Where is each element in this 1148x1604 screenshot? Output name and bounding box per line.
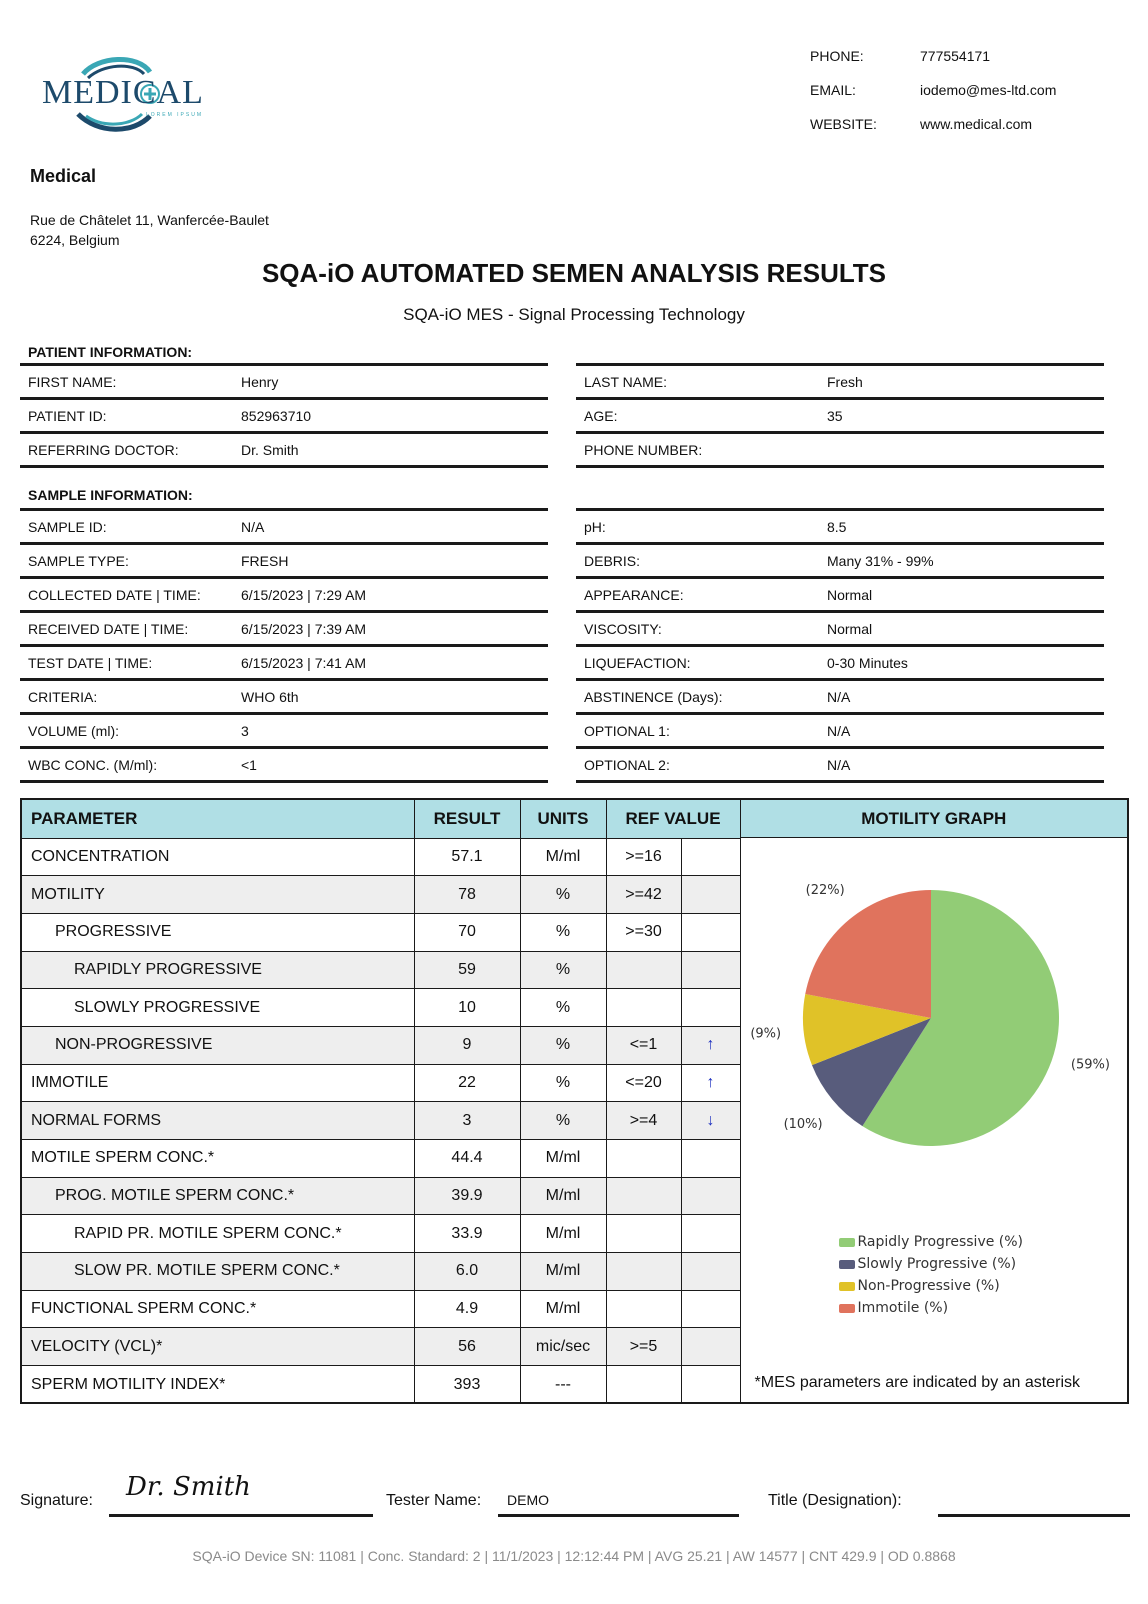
results-header-row [22,800,740,838]
result-cell: 59 [414,951,520,989]
table-row [22,1140,740,1178]
info-value: 6/15/2023 | 7:39 AM [241,620,367,637]
column-header-result: RESULT [414,800,520,838]
info-label: DEBRIS: [584,552,641,569]
contact-label: EMAIL: [810,82,856,98]
ref-cell [606,1177,681,1215]
units-cell: % [520,913,606,951]
result-cell: 57.1 [414,838,520,876]
tester-name-label: Tester Name: [386,1492,482,1509]
parameter-cell: SLOWLY PROGRESSIVE [22,989,414,1027]
units-cell: M/ml [520,1177,606,1215]
patient-info-right [576,363,1104,468]
table-row [22,951,740,989]
info-value: 6/15/2023 | 7:29 AM [241,586,367,603]
legend-label: Slowly Progressive (%) [857,1256,1017,1272]
flag-cell [681,838,740,876]
pie-data-label: (59%) [1070,1057,1110,1073]
parameter-cell: NON-PROGRESSIVE [22,1026,414,1064]
legend-swatch-green [839,1238,855,1247]
ref-cell [606,1140,681,1178]
info-row [20,431,548,465]
units-cell: M/ml [520,1215,606,1253]
info-value: Many 31% - 99% [827,552,934,569]
signature-row [20,1472,1132,1518]
title-designation-line[interactable] [938,1514,1130,1517]
units-cell: M/ml [520,1140,606,1178]
divider [20,465,548,468]
info-row [576,678,1104,712]
parameter-cell: RAPID PR. MOTILE SPERM CONC.* [22,1215,414,1253]
parameter-cell: SPERM MOTILITY INDEX* [22,1366,414,1404]
info-label: REFERRING DOCTOR: [28,441,179,458]
result-cell: 44.4 [414,1140,520,1178]
result-cell: 4.9 [414,1290,520,1328]
table-row [22,989,740,1027]
ref-cell: >=4 [606,1102,681,1140]
table-row [22,1064,740,1102]
info-value: WHO 6th [241,688,299,705]
motility-graph-panel [741,800,1127,1402]
column-header-parameter: PARAMETER [22,800,414,838]
patient-info-heading: PATIENT INFORMATION: [28,344,193,360]
flag-cell [681,989,740,1027]
info-label: VISCOSITY: [584,620,662,637]
info-value: N/A [827,756,851,773]
info-value: 0-30 Minutes [827,654,908,671]
arrow-down-icon: ↓ [681,1102,740,1140]
info-value: N/A [827,688,851,705]
info-row [20,576,548,610]
info-row [576,644,1104,678]
info-row [576,542,1104,576]
info-row [576,746,1104,780]
organization-name: Medical [30,166,97,186]
units-cell: --- [520,1366,606,1404]
contact-value: 777554171 [920,48,991,64]
info-value: 852963710 [241,407,312,424]
divider [576,465,1104,468]
ref-cell: <=20 [606,1064,681,1102]
ref-cell [606,1215,681,1253]
info-row [20,712,548,746]
table-row [22,1328,740,1366]
units-cell: % [520,951,606,989]
table-row [22,1177,740,1215]
info-row [576,712,1104,746]
chart-legend [839,1231,1024,1319]
parameter-cell: NORMAL FORMS [22,1102,414,1140]
pie-data-label: (10%) [783,1116,823,1132]
info-label: OPTIONAL 2: [584,756,670,773]
info-row [20,610,548,644]
result-cell: 3 [414,1102,520,1140]
units-cell: % [520,1026,606,1064]
logo-tagline: LOREM IPSUM [146,112,204,118]
info-row [20,746,548,780]
info-value: N/A [827,722,851,739]
units-cell: mic/sec [520,1328,606,1366]
flag-cell [681,1253,740,1291]
contact-value[interactable]: www.medical.com [920,116,1033,132]
info-value: FRESH [241,552,289,569]
units-cell: % [520,876,606,914]
contact-email [810,82,1130,116]
sample-info-left [20,508,548,783]
units-cell: M/ml [520,1290,606,1328]
motility-graph [741,838,1127,1402]
info-value: <1 [241,756,257,773]
ref-cell: >=16 [606,838,681,876]
result-cell: 10 [414,989,520,1027]
patient-info-left [20,363,548,468]
info-value: 35 [827,407,843,424]
table-row [22,1026,740,1064]
legend-swatch-yellow [839,1282,855,1291]
flag-cell [681,951,740,989]
info-row [20,363,548,397]
info-label: PHONE NUMBER: [584,441,703,458]
signature-line[interactable] [109,1514,373,1517]
info-label: APPEARANCE: [584,586,684,603]
address-line-1: Rue de Châtelet 11, Wanfercée-Baulet [30,212,269,228]
parameter-cell: SLOW PR. MOTILE SPERM CONC.* [22,1253,414,1291]
info-row [20,397,548,431]
table-row [22,913,740,951]
legend-label: Non-Progressive (%) [857,1278,1000,1294]
info-value: Normal [827,620,873,637]
arrow-up-icon: ↑ [681,1026,740,1064]
info-value: 8.5 [827,518,847,535]
flag-cell [681,1328,740,1366]
flag-cell [681,913,740,951]
table-row [22,1290,740,1328]
table-row [22,838,740,876]
info-label: WBC CONC. (M/ml): [28,756,158,773]
logo-wordmark: MEDICAL [42,74,204,111]
mes-footnote: *MES parameters are indicated by an asterisk [754,1374,1080,1391]
ref-cell [606,1253,681,1291]
arrow-up-icon: ↑ [681,1064,740,1102]
contact-website [810,116,1130,150]
result-cell: 33.9 [414,1215,520,1253]
info-value: N/A [241,518,265,535]
info-label: AGE: [584,407,618,424]
info-value: 6/15/2023 | 7:41 AM [241,654,367,671]
info-row [576,397,1104,431]
parameter-cell: PROGRESSIVE [22,913,414,951]
result-cell: 393 [414,1366,520,1404]
flag-cell [681,1140,740,1178]
info-row [20,542,548,576]
units-cell: M/ml [520,1253,606,1291]
info-label: SAMPLE TYPE: [28,552,129,569]
legend-swatch-red [839,1304,855,1313]
info-row [576,610,1104,644]
info-label: RECEIVED DATE | TIME: [28,620,189,637]
divider [20,780,548,783]
pie-data-label: (9%) [749,1026,781,1042]
ref-cell: >=30 [606,913,681,951]
info-value: Fresh [827,373,863,390]
info-label: pH: [584,518,606,535]
pie-data-label: (22%) [805,883,845,899]
result-cell: 56 [414,1328,520,1366]
info-label: ABSTINENCE (Days): [584,688,723,705]
flag-cell [681,1366,740,1404]
report-subtitle: SQA-iO MES - Signal Processing Technology [403,305,745,324]
parameter-cell: MOTILE SPERM CONC.* [22,1140,414,1178]
legend-label: Immotile (%) [857,1300,949,1316]
info-label: CRITERIA: [28,688,98,705]
legend-item [839,1275,1024,1297]
column-header-ref-value: REF VALUE [606,800,740,838]
signature-label: Signature: [20,1492,93,1509]
ref-cell [606,1366,681,1404]
parameter-cell: IMMOTILE [22,1064,414,1102]
ref-cell: >=5 [606,1328,681,1366]
info-row [20,508,548,542]
info-label: OPTIONAL 1: [584,722,670,739]
flag-cell [681,1177,740,1215]
parameter-cell: FUNCTIONAL SPERM CONC.* [22,1290,414,1328]
flag-cell [681,1290,740,1328]
address-line-2: 6224, Belgium [30,232,120,248]
ref-cell: >=42 [606,876,681,914]
info-value: Henry [241,373,279,390]
table-row [22,1102,740,1140]
sample-info-right [576,508,1104,783]
contact-value[interactable]: iodemo@mes-ltd.com [920,82,1057,98]
report-title: SQA-iO AUTOMATED SEMEN ANALYSIS RESULTS [261,258,887,288]
motility-pie-chart [741,838,1126,1218]
contact-phone [810,48,1130,82]
info-label: VOLUME (ml): [28,722,119,739]
units-cell: % [520,1064,606,1102]
contact-label: WEBSITE: [810,116,877,132]
result-cell: 39.9 [414,1177,520,1215]
results-panel [20,798,1129,1404]
info-row [576,576,1104,610]
info-row [20,644,548,678]
parameter-cell: CONCENTRATION [22,838,414,876]
info-label: TEST DATE | TIME: [28,654,153,671]
tester-name-value: DEMO [507,1492,549,1508]
parameter-cell: PROG. MOTILE SPERM CONC.* [22,1177,414,1215]
units-cell: M/ml [520,838,606,876]
table-row [22,876,740,914]
tester-name-line[interactable] [498,1514,739,1517]
legend-swatch-slate [839,1260,855,1269]
title-designation-label: Title (Designation): [768,1492,902,1509]
info-label: SAMPLE ID: [28,518,107,535]
sample-info-heading: SAMPLE INFORMATION: [28,487,193,503]
ref-cell [606,951,681,989]
result-cell: 6.0 [414,1253,520,1291]
units-cell: % [520,989,606,1027]
info-label: PATIENT ID: [28,407,107,424]
ref-cell [606,989,681,1027]
info-row [576,363,1104,397]
ref-cell [606,1290,681,1328]
info-label: FIRST NAME: [28,373,117,390]
divider [576,780,1104,783]
device-footer: SQA-iO Device SN: 11081 | Conc. Standard: 2 | 11/1/2023 | 12:12:44 PM | AVG 25.21 | AW 14577 | CNT 429.9 | OD 0.8868 [192,1548,956,1564]
info-value: Dr. Smith [241,441,299,458]
parameter-cell: RAPIDLY PROGRESSIVE [22,951,414,989]
ref-cell: <=1 [606,1026,681,1064]
organization-address [30,210,269,250]
parameter-cell: MOTILITY [22,876,414,914]
column-header-units: UNITS [520,800,606,838]
info-row [576,508,1104,542]
table-row [22,1253,740,1291]
info-label: LAST NAME: [584,373,667,390]
flag-cell [681,1215,740,1253]
results-table [22,800,741,1403]
motility-graph-title: MOTILITY GRAPH [741,800,1127,838]
info-value: 3 [241,722,249,739]
legend-label: Rapidly Progressive (%) [857,1234,1024,1250]
result-cell: 78 [414,876,520,914]
info-value: Normal [827,586,873,603]
info-label: COLLECTED DATE | TIME: [28,586,201,603]
signature-image: Dr. Smith [126,1472,251,1502]
table-row [22,1215,740,1253]
legend-item [839,1297,1024,1319]
info-row [576,431,1104,465]
result-cell: 70 [414,913,520,951]
info-row [20,678,548,712]
info-label: LIQUEFACTION: [584,654,691,671]
parameter-cell: VELOCITY (VCL)* [22,1328,414,1366]
flag-cell [681,876,740,914]
contact-label: PHONE: [810,48,864,64]
units-cell: % [520,1102,606,1140]
contact-block [810,48,1130,150]
legend-item [839,1253,1024,1275]
result-cell: 22 [414,1064,520,1102]
legend-item [839,1231,1024,1253]
medical-logo [38,54,208,134]
table-row [22,1366,740,1404]
result-cell: 9 [414,1026,520,1064]
